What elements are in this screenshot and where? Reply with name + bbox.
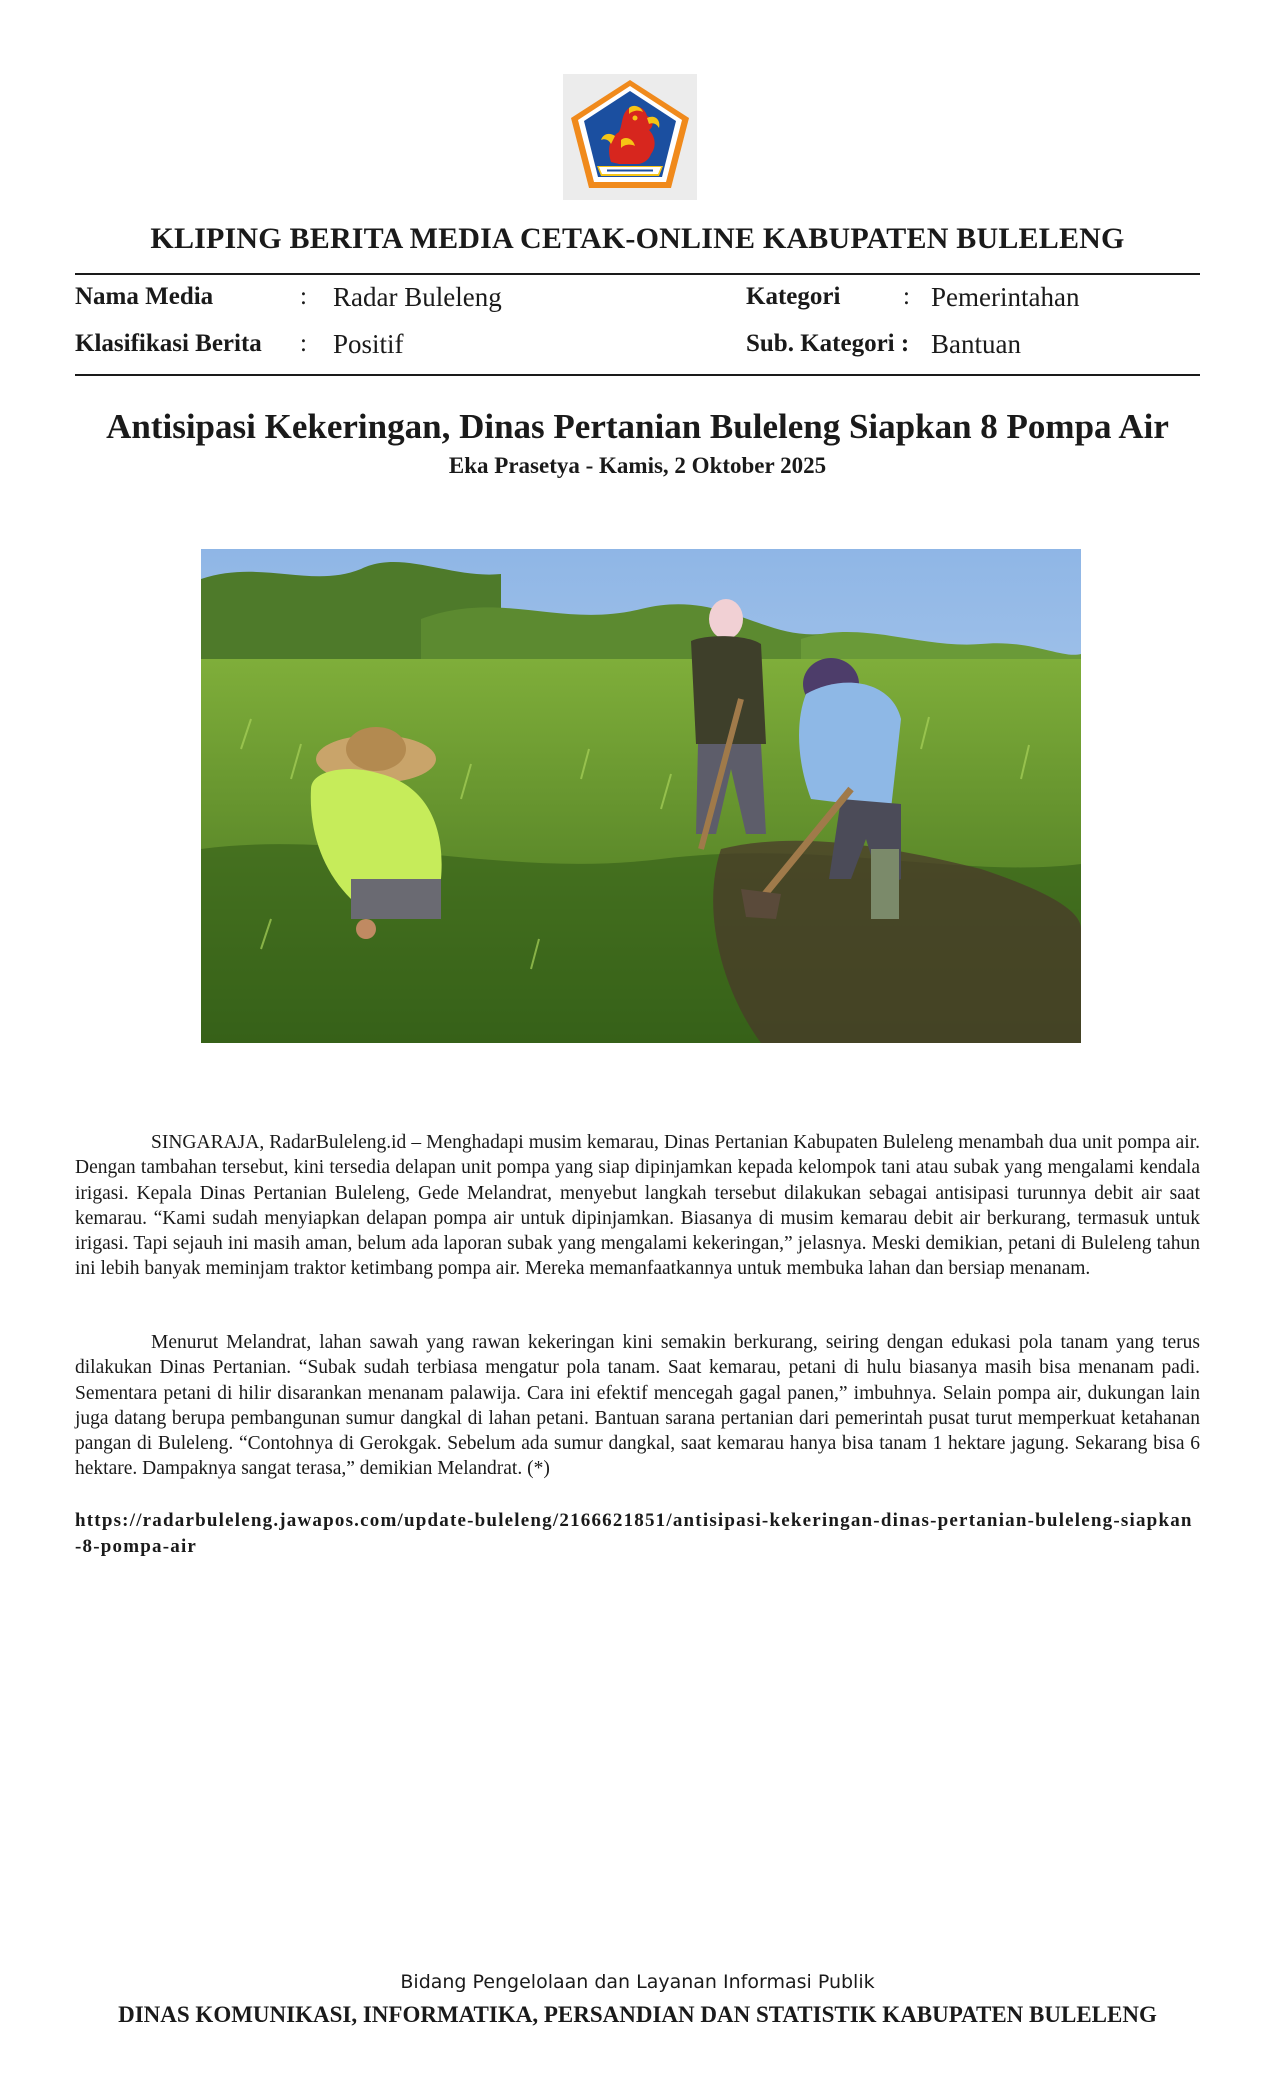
footer-agency: DINAS KOMUNIKASI, INFORMATIKA, PERSANDIAN DAN STATISTIK KABUPATEN BULELENG	[118, 2002, 1157, 2027]
footer-division: Bidang Pengelolaan dan Layanan Informasi Publik	[400, 1971, 875, 1993]
category-value: Pemerintahan	[931, 282, 1080, 312]
article-byline: Eka Prasetya - Kamis, 2 Oktober 2025	[448, 453, 827, 478]
emblem-icon	[563, 74, 697, 200]
header-top-divider	[75, 273, 1200, 275]
article-photo	[201, 549, 1081, 1043]
article-paragraph: SINGARAJA, RadarBuleleng.id – Menghadapi musim kemarau, Dinas Pertanian Kabupaten Buleleng menambah dua unit pompa air. Dengan tambahan tersebut, kini tersedia delapan unit pompa yang siap dipinjamkan kepada kelompok tani atau subak yang mengalami kendala irigasi. Kepala Dinas Pertanian Buleleng, Gede Melandrat, menyebut langkah tersebut dilakukan sebagai antisipasi turunnya debit air saat kemarau. “Kami sudah menyiapkan delapan pompa air untuk dipinjamkan. Biasanya di musim kemarau debit air berkurang, termasuk untuk irigasi. Tapi sejauh ini masih aman, belum ada laporan subak yang mengalami kekeringan,” jelasnya. Meski demikian, petani di Buleleng tahun ini lebih banyak meminjam traktor ketimbang pompa air. Mereka memanfaatkannya untuk membuka lahan dan bersiap menanam.	[75, 1132, 1200, 1280]
farmers-field-photo-image	[201, 549, 1081, 1043]
subcategory-label: Sub. Kategori :	[746, 330, 910, 357]
document-title: KLIPING BERITA MEDIA CETAK-ONLINE KABUPATEN BULELENG	[150, 222, 1125, 255]
classification-value: Positif	[333, 329, 404, 359]
regency-emblem-logo	[563, 74, 697, 200]
category-colon: :	[903, 283, 910, 310]
subcategory-value: Bantuan	[931, 329, 1021, 359]
classification-colon: :	[300, 330, 307, 357]
media-name-value: Radar Buleleng	[333, 282, 502, 312]
category-label: Kategori	[746, 283, 841, 310]
media-name-colon: :	[300, 283, 307, 310]
article-paragraph: Menurut Melandrat, lahan sawah yang rawan kekeringan kini semakin berkurang, seiring dengan edukasi pola tanam yang terus dilakukan Dinas Pertanian. “Subak sudah terbiasa mengatur pola tanam. Saat kemarau, petani di hulu biasanya masih bisa menanam padi. Sementara petani di hilir disarankan menanam palawija. Cara ini efektif mencegah gagal panen,” imbuhnya. Selain pompa air, dukungan lain juga datang berupa pembangunan sumur dangkal di lahan petani. Bantuan sarana pertanian dari pemerintah pusat turut memperkuat ketahanan pangan di Buleleng. “Contohnya di Gerokgak. Sebelum ada sumur dangkal, saat kemarau hanya bisa tanam 1 hektare jagung. Sekarang bisa 6 hektare. Dampaknya sangat terasa,” demikian Melandrat. (*)	[75, 1332, 1200, 1480]
header-bottom-divider	[75, 374, 1200, 376]
article-source-link[interactable]: https://radarbuleleng.jawapos.com/update-buleleng/2166621851/antisipasi-kekeringan-dinas-pertanian-buleleng-siapkan-8-pompa-air	[75, 1510, 1193, 1557]
classification-label: Klasifikasi Berita	[75, 330, 262, 357]
media-name-label: Nama Media	[75, 283, 214, 310]
article-headline: Antisipasi Kekeringan, Dinas Pertanian Buleleng Siapkan 8 Pompa Air	[106, 407, 1169, 446]
